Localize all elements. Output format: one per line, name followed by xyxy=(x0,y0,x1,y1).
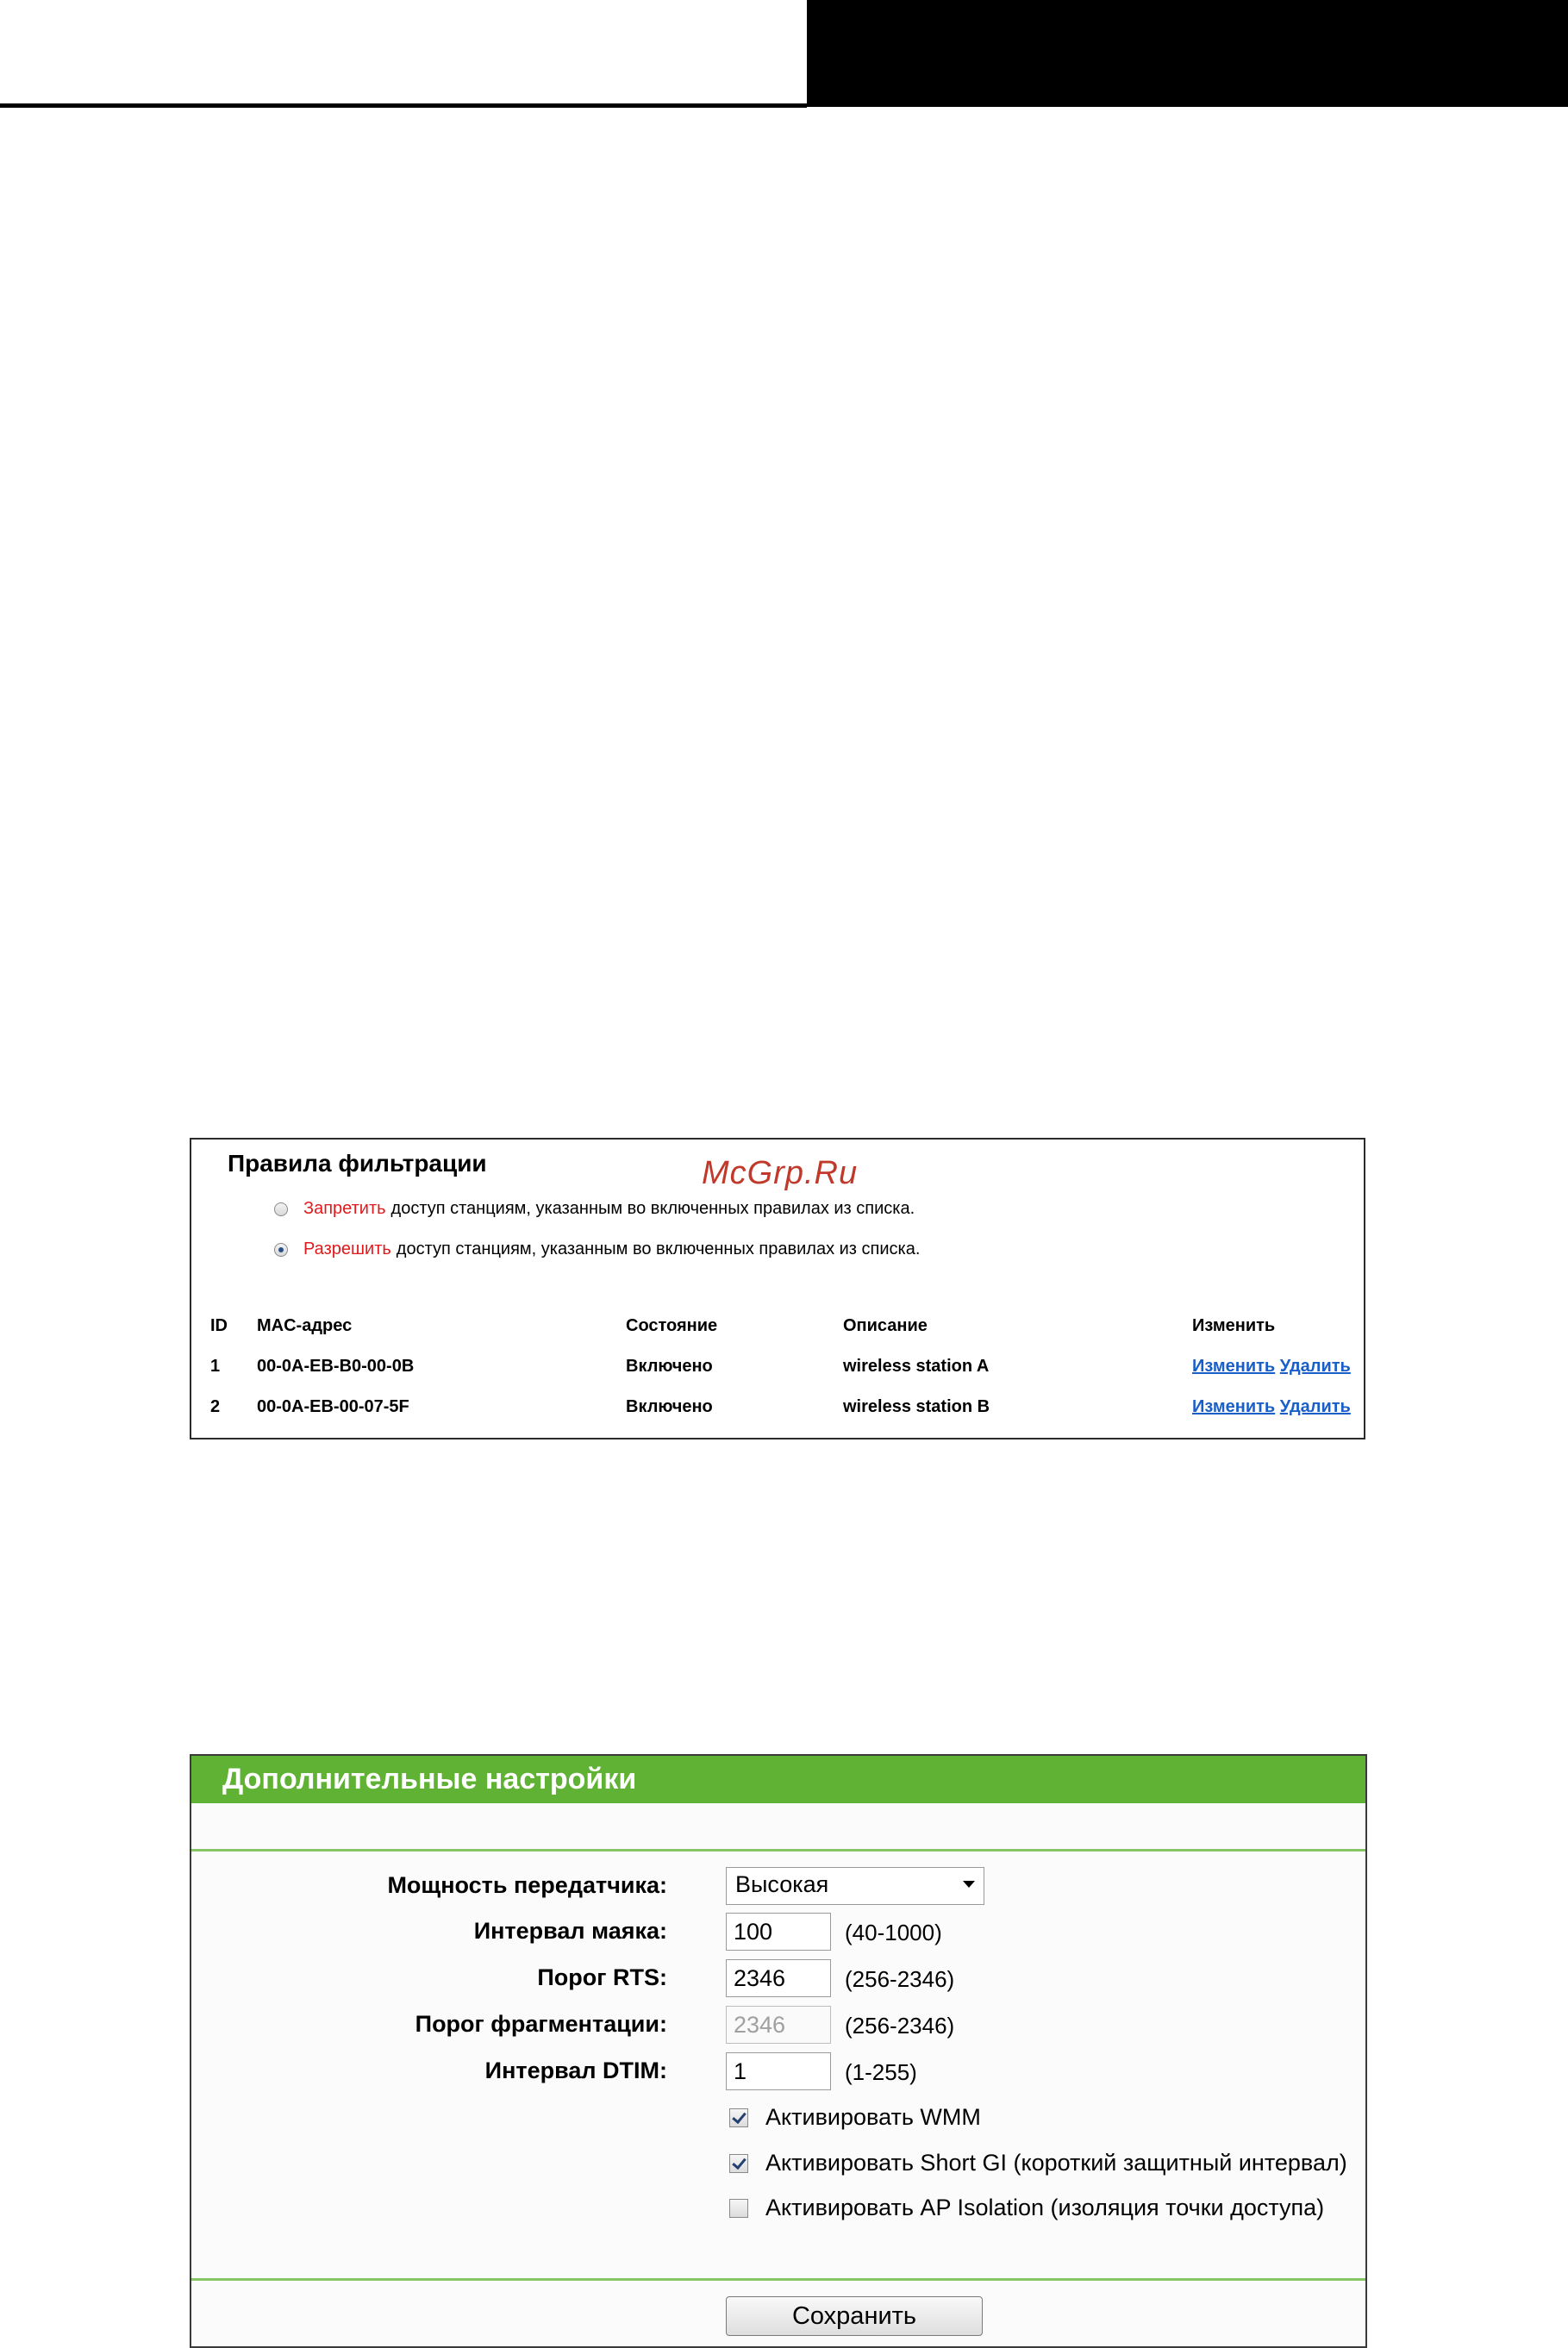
edit-link[interactable]: Изменить xyxy=(1192,1397,1276,1416)
filter-rules-title: Правила фильтрации xyxy=(228,1150,487,1177)
short-gi-label: Активировать Short GI (короткий защитный интервал) xyxy=(765,2150,1347,2176)
frag-label: Порог фрагментации: xyxy=(415,2011,667,2037)
row-mac: 00-0A-EB-B0-00-0B xyxy=(257,1357,415,1376)
frag-row xyxy=(191,2006,1365,2045)
dtim-hint: (1-255) xyxy=(845,2059,917,2085)
tx-power-row xyxy=(191,1867,1365,1907)
edit-link[interactable]: Изменить xyxy=(1192,1357,1276,1376)
delete-link[interactable]: Удалить xyxy=(1279,1397,1351,1416)
frag-hint: (256-2346) xyxy=(845,2013,955,2039)
tx-power-label: Мощность передатчика: xyxy=(387,1872,667,1898)
row-state: Включено xyxy=(626,1357,713,1376)
delete-link[interactable]: Удалить xyxy=(1279,1357,1351,1376)
table-row xyxy=(191,1397,1364,1423)
save-button[interactable]: Сохранить xyxy=(726,2296,983,2336)
advanced-settings-panel xyxy=(190,1754,1367,2348)
allow-option-keyword: Разрешить xyxy=(303,1240,391,1258)
rts-row xyxy=(191,1959,1365,1999)
allow-radio[interactable] xyxy=(274,1243,288,1257)
header-id: ID xyxy=(210,1316,228,1335)
header-action: Изменить xyxy=(1192,1316,1276,1335)
tx-power-value: Высокая xyxy=(735,1871,829,1897)
filter-rules-panel xyxy=(190,1138,1365,1439)
beacon-row xyxy=(191,1913,1365,1952)
row-actions xyxy=(1192,1397,1351,1417)
rts-label: Порог RTS: xyxy=(537,1964,667,1990)
ap-isolation-label: Активировать AP Isolation (изоляция точки доступа) xyxy=(765,2195,1325,2220)
header-mac: MAC-адрес xyxy=(257,1316,353,1335)
header-rule xyxy=(0,103,807,108)
header-description: Описание xyxy=(843,1316,928,1335)
beacon-label: Интервал маяка: xyxy=(473,1918,667,1944)
rts-hint: (256-2346) xyxy=(845,1966,955,1992)
deny-option[interactable] xyxy=(274,1199,915,1219)
chevron-down-icon xyxy=(963,1881,975,1888)
row-mac: 00-0A-EB-00-07-5F xyxy=(257,1397,409,1416)
row-description: wireless station B xyxy=(843,1397,990,1416)
row-state: Включено xyxy=(626,1397,713,1416)
wmm-option[interactable] xyxy=(729,2104,981,2131)
advanced-settings-title: Дополнительные настройки xyxy=(191,1756,1365,1803)
ap-isolation-option[interactable] xyxy=(729,2195,1324,2221)
table-header-row xyxy=(191,1316,1364,1342)
row-description: wireless station A xyxy=(843,1357,990,1376)
deny-radio[interactable] xyxy=(274,1202,288,1216)
short-gi-checkbox[interactable] xyxy=(729,2154,748,2173)
tx-power-select[interactable] xyxy=(726,1867,984,1905)
dtim-input[interactable] xyxy=(726,2052,831,2090)
header-black-block xyxy=(807,0,1568,107)
row-actions xyxy=(1192,1357,1351,1377)
table-row xyxy=(191,1357,1364,1383)
rts-input[interactable] xyxy=(726,1959,831,1997)
wmm-checkbox[interactable] xyxy=(729,2108,748,2127)
top-separator xyxy=(191,1849,1365,1852)
dtim-row xyxy=(191,2052,1365,2092)
allow-option[interactable] xyxy=(274,1240,920,1259)
beacon-hint: (40-1000) xyxy=(845,1920,942,1945)
deny-option-keyword: Запретить xyxy=(303,1199,386,1218)
row-id: 2 xyxy=(210,1397,221,1416)
row-id: 1 xyxy=(210,1357,221,1376)
bottom-separator xyxy=(191,2278,1365,2281)
allow-option-text: доступ станциям, указанным во включенных правилах из списка. xyxy=(396,1240,921,1258)
beacon-input[interactable] xyxy=(726,1913,831,1951)
dtim-label: Интервал DTIM: xyxy=(484,2058,667,2083)
ap-isolation-checkbox[interactable] xyxy=(729,2199,748,2218)
short-gi-option[interactable] xyxy=(729,2150,1347,2176)
wmm-label: Активировать WMM xyxy=(765,2104,981,2130)
watermark: McGrp.Ru xyxy=(702,1155,859,1191)
frag-input[interactable] xyxy=(726,2006,831,2044)
deny-option-text: доступ станциям, указанным во включенных правилах из списка. xyxy=(390,1199,915,1218)
header-state: Состояние xyxy=(626,1316,718,1335)
